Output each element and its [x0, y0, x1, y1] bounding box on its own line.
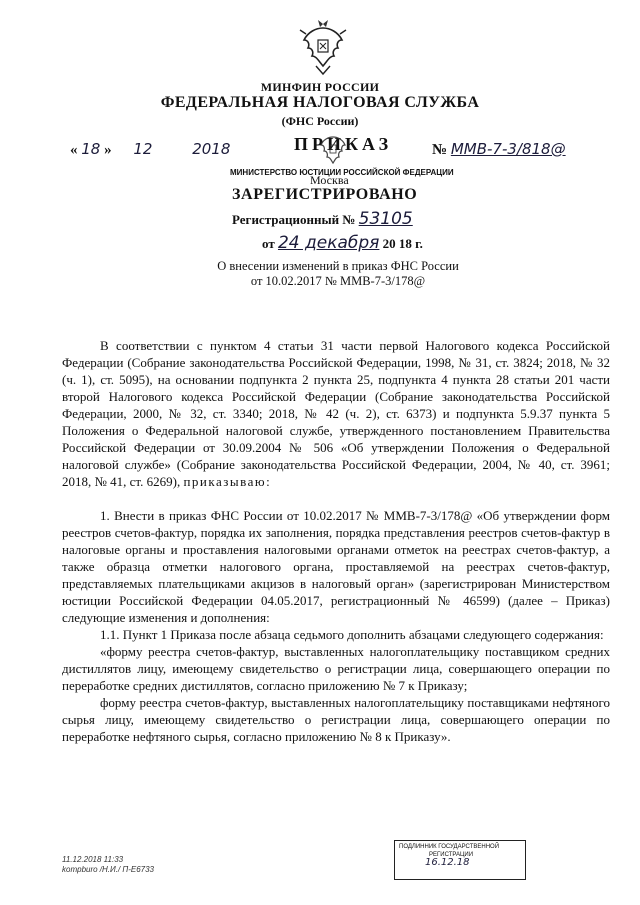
order-body	[62, 337, 610, 745]
registration-ministry: МИНИСТЕРСТВО ЮСТИЦИИ РОССИЙСКОЙ ФЕДЕРАЦИИ	[230, 168, 454, 177]
paragraph-preamble: В соответствии с пунктом 4 статьи 31 части первой Налогового кодекса Российской Федерации (Собрание законодательства Российской Федерации, 1998, № 31, ст. 3824; 2018, № 32 (ч. 1), ст. 5095), на основании подпункта 2 пункта 25, подпункта 4 пункта 28 статьи 201 части второй Налогового кодекса Российской Федерации (Собрание законодательства Российской Федерации, 2000, № 32, ст. 3340; 2018, № 42 (ч. 2), ст. 6373) и подпункта 5.9.37 пункта 5 Положения о Федеральной налоговой службе, утвержденного постановлением Правительства Российской Федерации от 30.09.2004 № 506 «Об утверждении Положения о Федеральной налоговой службе» (Собрание законодательства Российской Федерации, 2004, № 40, ст. 3961; 2018, № 41, ст. 6269), приказываю:	[62, 338, 610, 489]
registration-city: Москва	[310, 173, 349, 187]
coat-of-arms-icon	[298, 18, 348, 76]
registration-date-value: 24 декабря	[277, 233, 380, 253]
paragraph-item-1: 1. Внести в приказ ФНС России от 10.02.2017 № ММВ-7-3/178@ «Об утверждении форм реестров счетов-фактур, порядка их заполнения, порядка представления реестров счетов-фактур в налоговые органы и проставления налоговыми органами отметок на реестрах счетов-фактур, а также образца отметки налогового органа, проставляемой на реестрах счетов-фактур, представляемых плательщиками акцизов в налоговый орган» (зарегистрирован Министерством юстиции Российской Федерации 04.05.2017, регистрационный № 46599) (далее – Приказ) следующие изменения и дополнения:	[62, 508, 610, 625]
paragraph-item-1-1: 1.1. Пункт 1 Приказа после абзаца седьмого дополнить абзацами следующего содержания:	[100, 627, 604, 642]
registration-number-value: 53105	[358, 209, 413, 229]
registration-date: от 24 декабря 20 18 г.	[262, 233, 423, 253]
service-name: ФЕДЕРАЛЬНАЯ НАЛОГОВАЯ СЛУЖБА	[160, 94, 480, 111]
registration-number: Регистрационный № 53105	[232, 209, 413, 229]
order-title: ПРИКАЗ	[294, 134, 393, 154]
paragraph-form-8: форму реестра счетов-фактур, выставленных налогоплательщику поставщиками нефтяного сырья лицу, имеющему свидетельство о регистрации лица, совершающего операции по переработке нефтяного сырья, согласно приложению № 8 к Приказу».	[62, 695, 610, 744]
order-number-value: ММВ-7-3/818@	[450, 140, 566, 158]
stamp-emblem-icon	[318, 133, 348, 167]
service-abbreviation: (ФНС России)	[281, 114, 359, 128]
ministry-name: МИНФИН РОССИИ	[260, 80, 380, 94]
footer-file-info: 11.12.2018 11:33 kompburo /Н.И./ П-Е6733	[62, 855, 155, 874]
registration-original-stamp: ПОДЛИННИК ГОСУДАРСТВЕННОЙ РЕГИСТРАЦИИ 16.12.18	[394, 840, 526, 880]
order-day: 18	[81, 140, 101, 158]
order-year: 2018	[192, 140, 231, 158]
registration-status: ЗАРЕГИСТРИРОВАНО	[232, 186, 418, 203]
order-subject: О внесении изменений в приказ ФНС России от 10.02.2017 № ММВ-7-3/178@	[217, 259, 459, 288]
order-number: № ММВ-7-3/818@	[432, 140, 566, 158]
paragraph-form-7: «форму реестра счетов-фактур, выставленных налогоплательщику поставщиком средних дистиллятов лицу, имеющему свидетельство о регистрации лица, совершающего операции по переработке средних дистиллятов, согласно приложению № 7 к Приказу;	[62, 644, 610, 693]
order-date: « 18 » 12 2018	[70, 140, 231, 158]
order-month: 12	[133, 140, 153, 158]
